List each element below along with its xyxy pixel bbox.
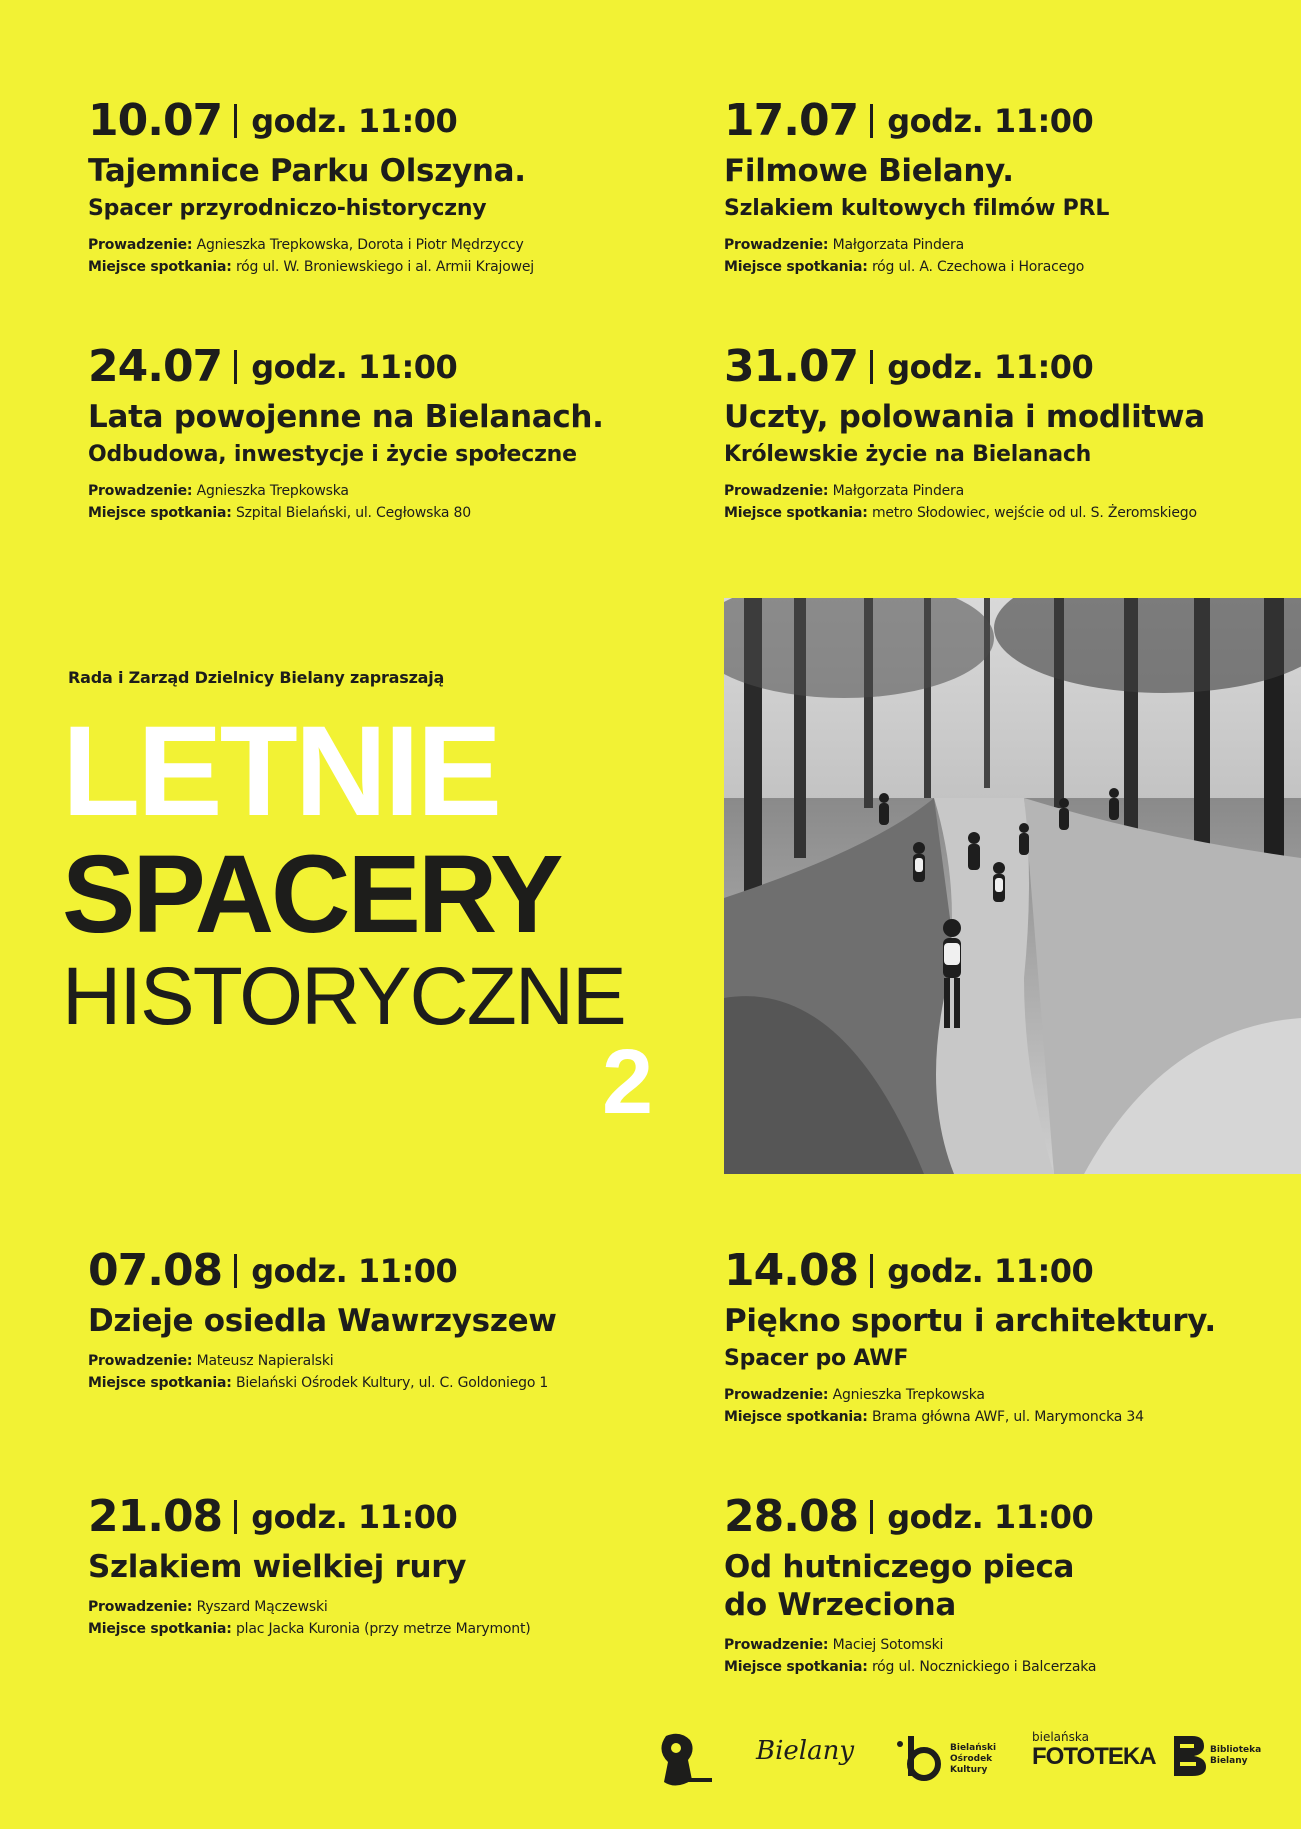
place-value: Brama główna AWF, ul. Marymoncka 34 bbox=[871, 1409, 1144, 1425]
biblioteka-logo-text: Biblioteka Bielany bbox=[1210, 1745, 1262, 1766]
event-title: Filmowe Bielany. bbox=[724, 153, 1014, 189]
event-date: 21.08 bbox=[88, 1491, 223, 1542]
event-place bbox=[724, 256, 1294, 278]
event-leader bbox=[88, 1596, 648, 1618]
bok-logo-text: Bielański Ośrodek Kultury bbox=[950, 1742, 997, 1775]
event-details bbox=[724, 1384, 1294, 1428]
leader-label: Prowadzenie: bbox=[88, 483, 193, 499]
event-header bbox=[88, 1488, 648, 1546]
invitation-line: Rada i Zarząd Dzielnicy Bielany zapraszają bbox=[68, 668, 445, 687]
event-title: Od hutniczego pieca do Wrzeciona bbox=[724, 1549, 1075, 1623]
event-7 bbox=[88, 1488, 648, 1640]
event-place bbox=[724, 1656, 1294, 1678]
leader-value: Mateusz Napieralski bbox=[196, 1353, 334, 1369]
place-label: Miejsce spotkania: bbox=[724, 259, 868, 275]
place-label: Miejsce spotkania: bbox=[88, 1621, 232, 1637]
place-label: Miejsce spotkania: bbox=[724, 505, 868, 521]
date-separator bbox=[870, 350, 873, 384]
event-date: 10.07 bbox=[88, 95, 223, 146]
event-place bbox=[88, 1372, 648, 1394]
leader-value: Agnieszka Trepkowska bbox=[196, 483, 349, 499]
event-time: godz. 11:00 bbox=[887, 348, 1094, 386]
fototeka-text: FOTOTEKA bbox=[1032, 1743, 1156, 1770]
place-label: Miejsce spotkania: bbox=[88, 1375, 232, 1391]
event-6 bbox=[724, 1242, 1294, 1428]
event-leader bbox=[88, 1350, 648, 1372]
fototeka-small-text: bielańska bbox=[1032, 1730, 1089, 1744]
event-details bbox=[88, 1596, 648, 1640]
event-header bbox=[88, 338, 648, 396]
sponsor-logos bbox=[646, 1730, 1266, 1800]
leader-value: Agnieszka Trepkowska bbox=[832, 1387, 985, 1403]
leader-label: Prowadzenie: bbox=[724, 237, 829, 253]
bielany-script-logo: Bielany bbox=[756, 1736, 855, 1766]
event-leader bbox=[88, 234, 648, 256]
event-details bbox=[88, 480, 648, 524]
leader-value: Małgorzata Pindera bbox=[832, 237, 964, 253]
event-3 bbox=[88, 338, 648, 524]
coat-of-arms-logo bbox=[646, 1730, 714, 1794]
event-header bbox=[88, 92, 648, 150]
leader-value: Agnieszka Trepkowska, Dorota i Piotr Mędrzyccy bbox=[196, 237, 524, 253]
leader-label: Prowadzenie: bbox=[724, 1637, 829, 1653]
event-1 bbox=[88, 92, 648, 278]
event-header bbox=[724, 338, 1294, 396]
event-title: Tajemnice Parku Olszyna. bbox=[88, 153, 526, 189]
edition-number: 2 bbox=[602, 1031, 654, 1133]
event-leader bbox=[724, 234, 1294, 256]
leader-value: Małgorzata Pindera bbox=[832, 483, 964, 499]
place-value: metro Słodowiec, wejście od ul. S. Żeromskiego bbox=[871, 505, 1197, 521]
event-header bbox=[724, 92, 1294, 150]
place-label: Miejsce spotkania: bbox=[724, 1409, 868, 1425]
event-title: Piękno sportu i architektury. bbox=[724, 1303, 1216, 1339]
event-4 bbox=[724, 338, 1294, 524]
title-spacery: SPACERY bbox=[62, 833, 561, 956]
event-details bbox=[724, 480, 1294, 524]
event-time: godz. 11:00 bbox=[887, 1498, 1094, 1536]
date-separator bbox=[234, 1254, 237, 1288]
event-subtitle: Odbudowa, inwestycje i życie społeczne bbox=[88, 442, 577, 467]
event-details bbox=[724, 234, 1294, 278]
event-date: 14.08 bbox=[724, 1245, 859, 1296]
event-time: godz. 11:00 bbox=[251, 348, 458, 386]
place-label: Miejsce spotkania: bbox=[724, 1659, 868, 1675]
event-details bbox=[724, 1634, 1294, 1678]
event-place bbox=[88, 502, 648, 524]
leader-label: Prowadzenie: bbox=[88, 1599, 193, 1615]
event-leader bbox=[724, 1634, 1294, 1656]
bok-logo bbox=[896, 1734, 1002, 1784]
place-value: róg ul. Nocznickiego i Balcerzaka bbox=[871, 1659, 1097, 1675]
leader-value: Ryszard Mączewski bbox=[196, 1599, 328, 1615]
event-title: Dzieje osiedla Wawrzyszew bbox=[88, 1303, 557, 1339]
event-time: godz. 11:00 bbox=[251, 1498, 458, 1536]
event-subtitle: Spacer po AWF bbox=[724, 1346, 909, 1371]
place-label: Miejsce spotkania: bbox=[88, 505, 232, 521]
place-label: Miejsce spotkania: bbox=[88, 259, 232, 275]
event-details bbox=[88, 1350, 648, 1394]
place-value: róg ul. A. Czechowa i Horacego bbox=[871, 259, 1085, 275]
event-title: Uczty, polowania i modlitwa bbox=[724, 399, 1205, 435]
event-leader bbox=[88, 480, 648, 502]
place-value: róg ul. W. Broniewskiego i al. Armii Krajowej bbox=[235, 259, 534, 275]
leader-label: Prowadzenie: bbox=[724, 483, 829, 499]
event-time: godz. 11:00 bbox=[251, 102, 458, 140]
event-header bbox=[724, 1488, 1294, 1546]
place-value: Szpital Bielański, ul. Cegłowska 80 bbox=[235, 505, 471, 521]
place-value: plac Jacka Kuronia (przy metrze Marymont) bbox=[235, 1621, 531, 1637]
fototeka-logo bbox=[1032, 1730, 1156, 1770]
event-place bbox=[88, 256, 648, 278]
event-date: 28.08 bbox=[724, 1491, 859, 1542]
event-time: godz. 11:00 bbox=[887, 1252, 1094, 1290]
title-letnie: LETNIE bbox=[62, 700, 500, 843]
event-leader bbox=[724, 480, 1294, 502]
event-date: 07.08 bbox=[88, 1245, 223, 1296]
date-separator bbox=[234, 104, 237, 138]
event-details bbox=[88, 234, 648, 278]
event-date: 17.07 bbox=[724, 95, 859, 146]
date-separator bbox=[870, 1254, 873, 1288]
event-subtitle: Szlakiem kultowych filmów PRL bbox=[724, 196, 1110, 221]
leader-value: Maciej Sotomski bbox=[832, 1637, 944, 1653]
event-place bbox=[724, 1406, 1294, 1428]
event-title: Lata powojenne na Bielanach. bbox=[88, 399, 604, 435]
event-place bbox=[724, 502, 1294, 524]
date-separator bbox=[234, 1500, 237, 1534]
date-separator bbox=[870, 104, 873, 138]
place-value: Bielański Ośrodek Kultury, ul. C. Goldoniego 1 bbox=[235, 1375, 549, 1391]
biblioteka-b-icon bbox=[1172, 1734, 1206, 1778]
event-time: godz. 11:00 bbox=[251, 1252, 458, 1290]
leader-label: Prowadzenie: bbox=[88, 1353, 193, 1369]
event-5 bbox=[88, 1242, 648, 1394]
event-8 bbox=[724, 1488, 1294, 1678]
bok-b-icon bbox=[896, 1734, 946, 1784]
event-leader bbox=[724, 1384, 1294, 1406]
event-2 bbox=[724, 92, 1294, 278]
event-subtitle: Spacer przyrodniczo-historyczny bbox=[88, 196, 487, 221]
date-separator bbox=[870, 1500, 873, 1534]
date-separator bbox=[234, 350, 237, 384]
event-header bbox=[724, 1242, 1294, 1300]
photo-illustration bbox=[724, 598, 1301, 1174]
event-subtitle: Królewskie życie na Bielanach bbox=[724, 442, 1092, 467]
event-date: 24.07 bbox=[88, 341, 223, 392]
event-place bbox=[88, 1618, 648, 1640]
leader-label: Prowadzenie: bbox=[88, 237, 193, 253]
biblioteka-logo bbox=[1172, 1734, 1262, 1778]
title-historyczne: HISTORYCZNE bbox=[62, 951, 625, 1042]
historic-photo bbox=[724, 598, 1301, 1174]
leader-label: Prowadzenie: bbox=[724, 1387, 829, 1403]
event-header bbox=[88, 1242, 648, 1300]
event-time: godz. 11:00 bbox=[887, 102, 1094, 140]
event-date: 31.07 bbox=[724, 341, 859, 392]
event-title: Szlakiem wielkiej rury bbox=[88, 1549, 467, 1585]
